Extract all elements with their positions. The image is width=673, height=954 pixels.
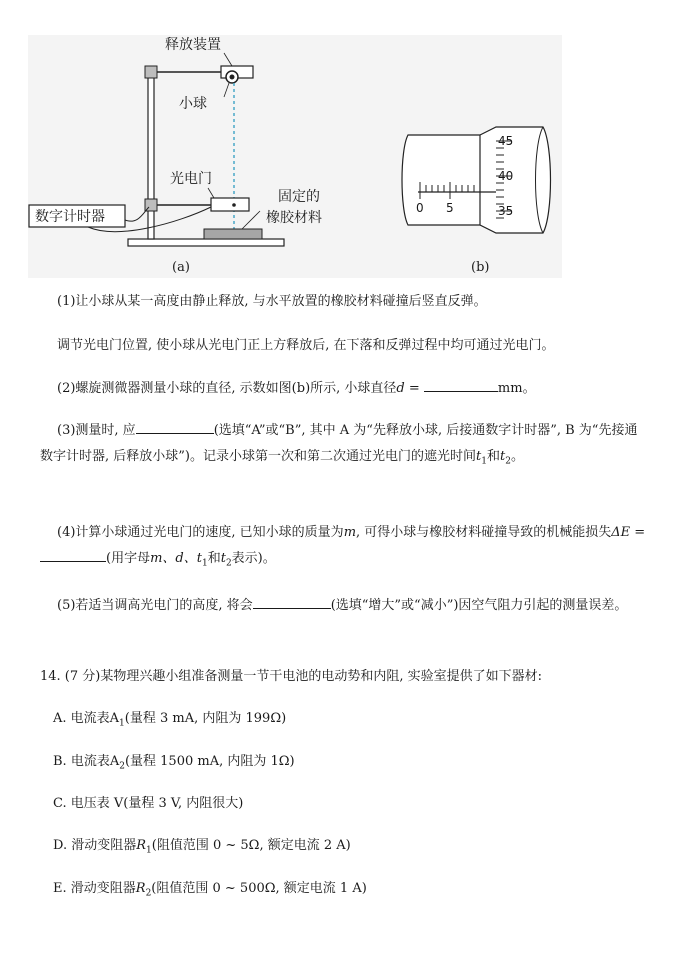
digital-timer-label: 数字计时器: [35, 209, 105, 225]
caption-b: (b): [471, 260, 490, 275]
q3-answer-blank[interactable]: [136, 419, 214, 434]
photogate: [211, 198, 249, 211]
thimble-35: 35: [498, 204, 514, 218]
q4-text: (4)计算小球通过光电门的速度, 已知小球的质量为m, 可得小球与橡胶材料碰撞导致的机械能损失ΔE = (用字母m、d、$t_1$和$t_2$表示)。: [40, 520, 650, 577]
main-5: 5: [446, 201, 454, 215]
apparatus-diagram: [29, 36, 322, 275]
base-plate: [128, 239, 284, 246]
q5-text: (5)若适当调高光电门的高度, 将会 (选填“增大”或“减小”)因空气阻力引起的测量误差。: [40, 592, 650, 620]
q1-text: (1)让小球从某一高度由静止释放, 与水平放置的橡胶材料碰撞后竖直反弹。: [57, 294, 487, 309]
top-clamp: [145, 66, 157, 78]
option-a: A. 电流表$A_1$(量程 3 mA, 内阻为 199Ω): [53, 711, 287, 729]
option-b: B. 电流表$A_2$(量程 1500 mA, 内阻为 1Ω): [53, 754, 295, 772]
stand-pole: [148, 69, 154, 239]
thimble: [480, 127, 551, 233]
photogate-label: 光电门: [170, 171, 212, 187]
q3-text: (3)测量时, 应 (选填“A”或“B”, 其中 A 为“先释放小球, 后接通数字计时器”, B 为“先接通数字计时器, 后释放小球”)。记录小球第一次和第二次通过光电门的遮光时间$t_1$和$t_2$。: [40, 418, 650, 475]
experiment-figure: [28, 35, 562, 278]
release-device-label: 释放装置: [165, 37, 221, 53]
q4-answer-blank[interactable]: [40, 547, 106, 562]
thimble-40: 40: [498, 169, 514, 183]
option-e: E. 滑动变阻器$R_2$(阻值范围 0 ~ 500Ω, 额定电流 1 A): [53, 881, 367, 899]
caption-a: (a): [172, 260, 190, 275]
q5-answer-blank[interactable]: [253, 594, 331, 609]
figure-svg: [28, 35, 562, 278]
fixed-label: 固定的: [278, 189, 320, 205]
q1b-text: 调节光电门位置, 使小球从光电门正上方释放后, 在下落和反弹过程中均可通过光电门。: [57, 338, 555, 353]
rubber-label: 橡胶材料: [266, 210, 322, 226]
micrometer-diagram: [402, 127, 551, 275]
rubber-pad: [204, 229, 262, 239]
q14-text: 14. (7 分)某物理兴趣小组准备测量一节干电池的电动势和内阻, 实验室提供了如下器材:: [40, 669, 542, 684]
option-d: D. 滑动变阻器$R_1$(阻值范围 0 ~ 5Ω, 额定电流 2 A): [53, 838, 351, 856]
thimble-45: 45: [498, 134, 514, 148]
main-0: 0: [416, 201, 424, 215]
q2-answer-blank[interactable]: [424, 377, 498, 392]
option-c: C. 电压表 V(量程 3 V, 内阻很大): [53, 796, 244, 811]
q2-text: (2)螺旋测微器测量小球的直径, 示数如图(b)所示, 小球直径d = mm。: [57, 376, 647, 402]
ball-label: 小球: [179, 96, 207, 112]
